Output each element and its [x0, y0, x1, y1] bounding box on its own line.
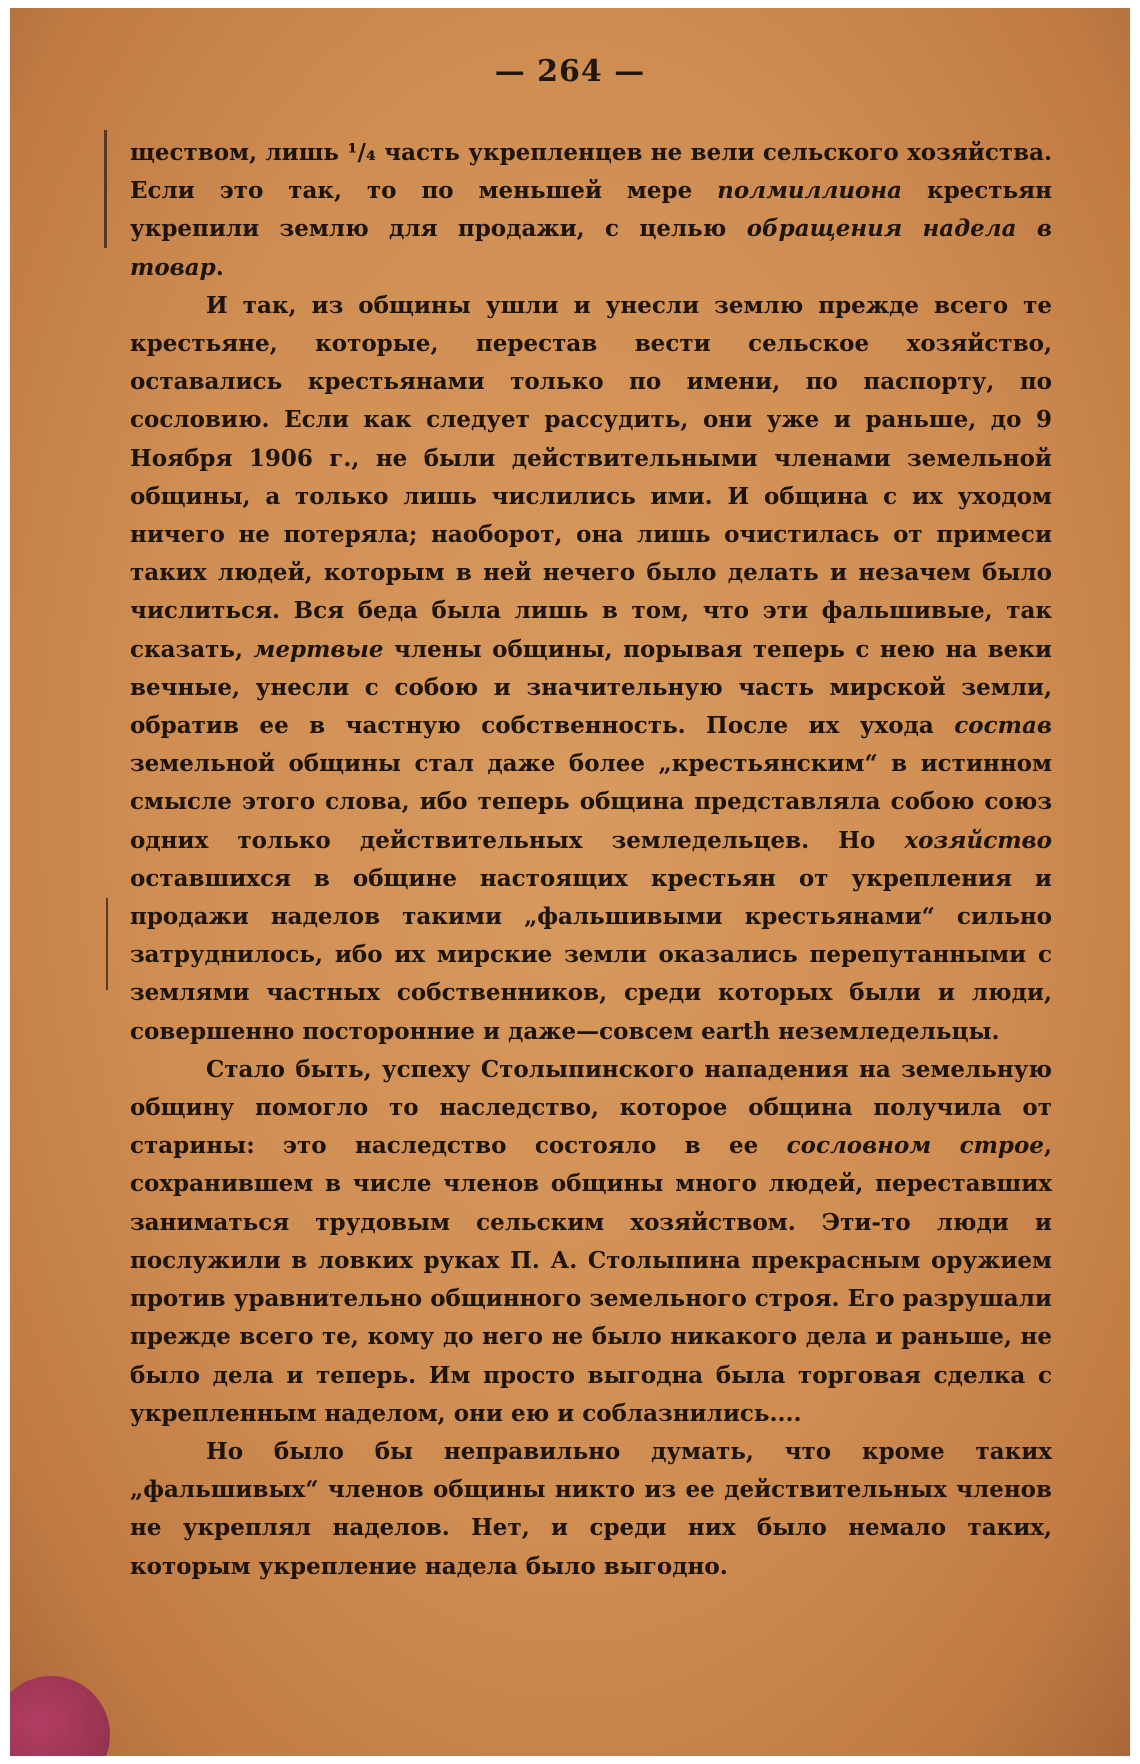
text-run: крестьян укрепили землю для продажи, с целью [130, 177, 1052, 243]
text-run: члены общины, порывая теперь с нею на веки вечные, унесли с собою и значительную часть мирской земли, обратив ее в частную собственность. После их ухода [130, 635, 1052, 740]
text-run: . [215, 253, 224, 281]
text-run: земельной общины стал даже более „крестьянским“ в истинном смысле этого слова, ибо теперь община представляла собою союз одних только действительных земледельцев. Но [130, 750, 1052, 854]
page-number: — 264 — [494, 54, 646, 89]
paragraph [130, 287, 1052, 1051]
italic-run: состав [954, 712, 1052, 740]
paragraph [130, 1433, 1052, 1586]
paragraph [130, 1051, 1052, 1433]
italic-run: сословном строе [786, 1132, 1044, 1160]
ink-stain [10, 1676, 110, 1756]
italic-run: обращения надела в товар [130, 215, 1052, 281]
text-run: ществом, лишь ¹/₄ часть укрепленцев не вели сельского хозяйства. Если это так, то по меньшей мере [130, 139, 1052, 205]
text-run: И так, из общины ушли и унесли землю прежде всего те крестьяне, которые, перестав вести сельское хозяйство, оставались крестьянами только по имени, по паспорту, по сословию. Если как следует рассудить, они уже и раньше, до 9 Ноября 1906 г., не были действительными членами земельной общины, а только лишь числились ими. И община с их уходом ничего не потеряла; наоборот, она лишь очистилась от примеси таких людей, которым в ней нечего было делать и незачем было числиться. Вся беда была лишь в том, что эти фальшивые, так сказать, [130, 291, 1052, 663]
text-run: Но было бы неправильно думать, что кроме таких „фальшивых“ членов общины никто из ее действительных членов не укреплял наделов. Нет, и среди них было немало таких, которым укрепление надела было выгодно. [130, 1437, 1052, 1580]
paragraph [130, 134, 1052, 287]
italic-run: хозяйство [904, 826, 1052, 854]
text-run: , сохранившем в числе членов общины много людей, переставших заниматься трудовым сельским хозяйством. Эти-то люди и послужили в ловких руках П. А. Столыпина прекрасным оружием против уравнительно общинного земельного строя. Его разрушали прежде всего те, кому до него не было никакого дела и раньше, не было дела и теперь. Им просто выгодна была торговая сделка с укрепленным наделом, они ею и соблазнились.... [130, 1132, 1052, 1427]
italic-run: мертвые [253, 635, 384, 663]
text-run: оставшихся в общине настоящих крестьян от укрепления и продажи наделов такими „фальшивыми крестьянами“ сильно затруднилось, ибо их мирские земли оказались перепутанными с землями частных собственников, среди которых были и люди, совершенно посторонние и даже—совсем earth неземледельцы. [130, 864, 1052, 1045]
margin-mark [104, 130, 107, 248]
body-text [130, 134, 1052, 1586]
text-run: Стало быть, успеху Столыпинского нападения на земельную общину помогло то наследство, которое община получила от старины: это наследство состояло в ее [130, 1055, 1052, 1160]
italic-run: полмиллиона [717, 177, 903, 205]
margin-mark [106, 898, 108, 990]
